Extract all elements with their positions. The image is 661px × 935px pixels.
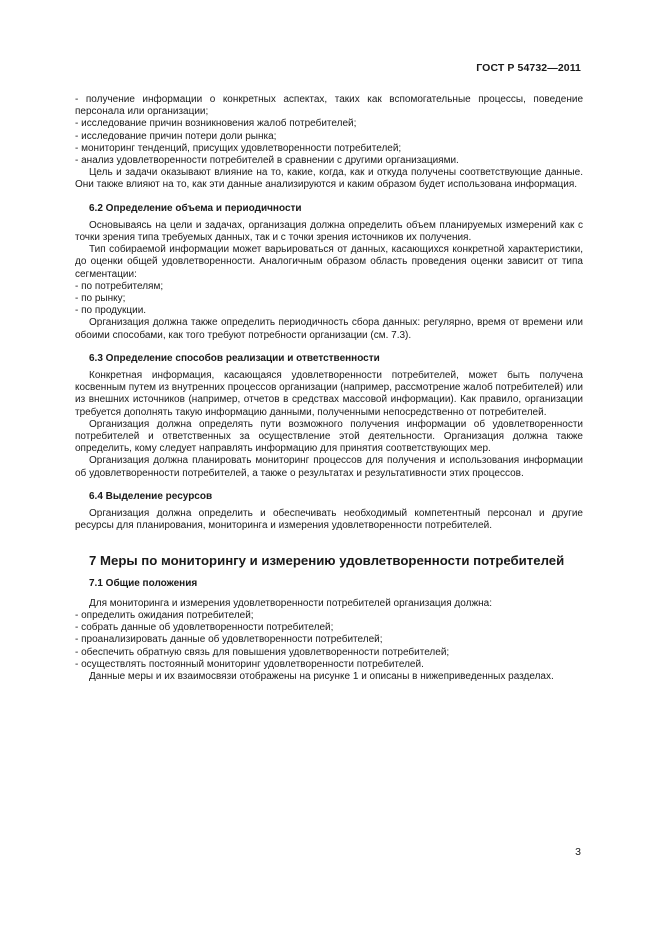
paragraph: Данные меры и их взаимосвязи отображены на рисунке 1 и описаны в нижеприведенных разделах. — [89, 670, 554, 682]
list-item: - определить ожидания потребителей; — [75, 609, 254, 621]
section-heading-6-3: 6.3 Определение способов реализации и ответственности — [89, 352, 380, 364]
paragraph: Организация должна планировать мониторинг процессов для получения и использования информации об удовлетворенности потребителей, а также о результатах и результативности этих процессов. — [75, 455, 583, 479]
page-number: 3 — [575, 846, 581, 858]
list-item: - по продукции. — [75, 305, 147, 317]
paragraph: Организация должна определять пути возможного получения информации об удовлетворенности потребителей и ответственных за осуществление этой деятельности. Организация должна также определить, кому следует направлять информацию для принятия соответствующих мер. — [75, 418, 583, 455]
list-item: - по рынку; — [75, 293, 126, 305]
subsection-heading-7-1: 7.1 Общие положения — [89, 577, 198, 589]
section-heading-7: 7 Меры по мониторингу и измерению удовлетворенности потребителей — [89, 552, 565, 568]
list-item: - исследование причин возникновения жалоб потребителей; — [75, 118, 357, 130]
list-item: - анализ удовлетворенности потребителей в сравнении с другими организациями. — [75, 155, 459, 167]
list-item: - осуществлять постоянный мониторинг удовлетворенности потребителей. — [75, 658, 424, 670]
list-item: - мониторинг тенденций, присущих удовлетворенности потребителей; — [75, 142, 402, 154]
list-item: - собрать данные об удовлетворенности потребителей; — [75, 622, 334, 634]
paragraph: Конкретная информация, касающаяся удовлетворенности потребителей, может быть получена косвенным путем из внутренних процессов организации (например, рассмотрение жалоб потребителей) или из внешних источников (например, отчетов в средствах массовой информации). Как правило, организации требуется дополнять такую информацию данными, полученными непосредственно от потребителей. — [75, 370, 583, 418]
standard-number: ГОСТ Р 54732—2011 — [476, 62, 581, 74]
paragraph: Цель и задачи оказывают влияние на то, какие, когда, как и откуда получены соответствующие данные. Они также влияют на то, как эти данные анализируются и каким образом будет использована информация. — [75, 167, 583, 191]
segmentation-list — [75, 281, 583, 318]
section-heading-6-4: 6.4 Выделение ресурсов — [89, 490, 213, 502]
paragraph: Тип собираемой информации может варьироваться от данных, касающихся конкретной характеристики, до оценки общей удовлетворенности. Аналогичным образом область проведения оценки зависит от типа сегментации: — [75, 244, 583, 280]
page-content — [75, 94, 583, 683]
list-item: - получение информации о конкретных аспектах, таких как вспомогательные процессы, поведение персонала или организации; — [75, 94, 583, 118]
paragraph: Организация должна также определить периодичность сбора данных: регулярно, время от времени или обоими способами, как того требуют потребности организации (см. 7.3). — [75, 317, 583, 341]
list-item: - обеспечить обратную связь для повышения удовлетворенности потребителей; — [75, 646, 450, 658]
paragraph: Для мониторинга и измерения удовлетворенности потребителей организация должна: — [89, 597, 492, 609]
paragraph: Основываясь на цели и задачах, организация должна определить объем планируемых измерений как с точки зрения типа требуемых данных, так и с точки зрения источников их получения. — [75, 219, 583, 244]
list-item: - проанализировать данные об удовлетворенности потребителей; — [75, 634, 383, 646]
section-heading-6-2: 6.2 Определение объема и периодичности — [89, 202, 302, 214]
measures-list — [75, 610, 583, 671]
intro-list — [75, 94, 583, 167]
list-item: - исследование причин потери доли рынка; — [75, 130, 277, 142]
paragraph: Организация должна определить и обеспечивать необходимый компетентный персонал и другие ресурсы для планирования, мониторинга и измерения удовлетворенности потребителей. — [75, 508, 583, 532]
list-item: - по потребителям; — [75, 280, 164, 292]
